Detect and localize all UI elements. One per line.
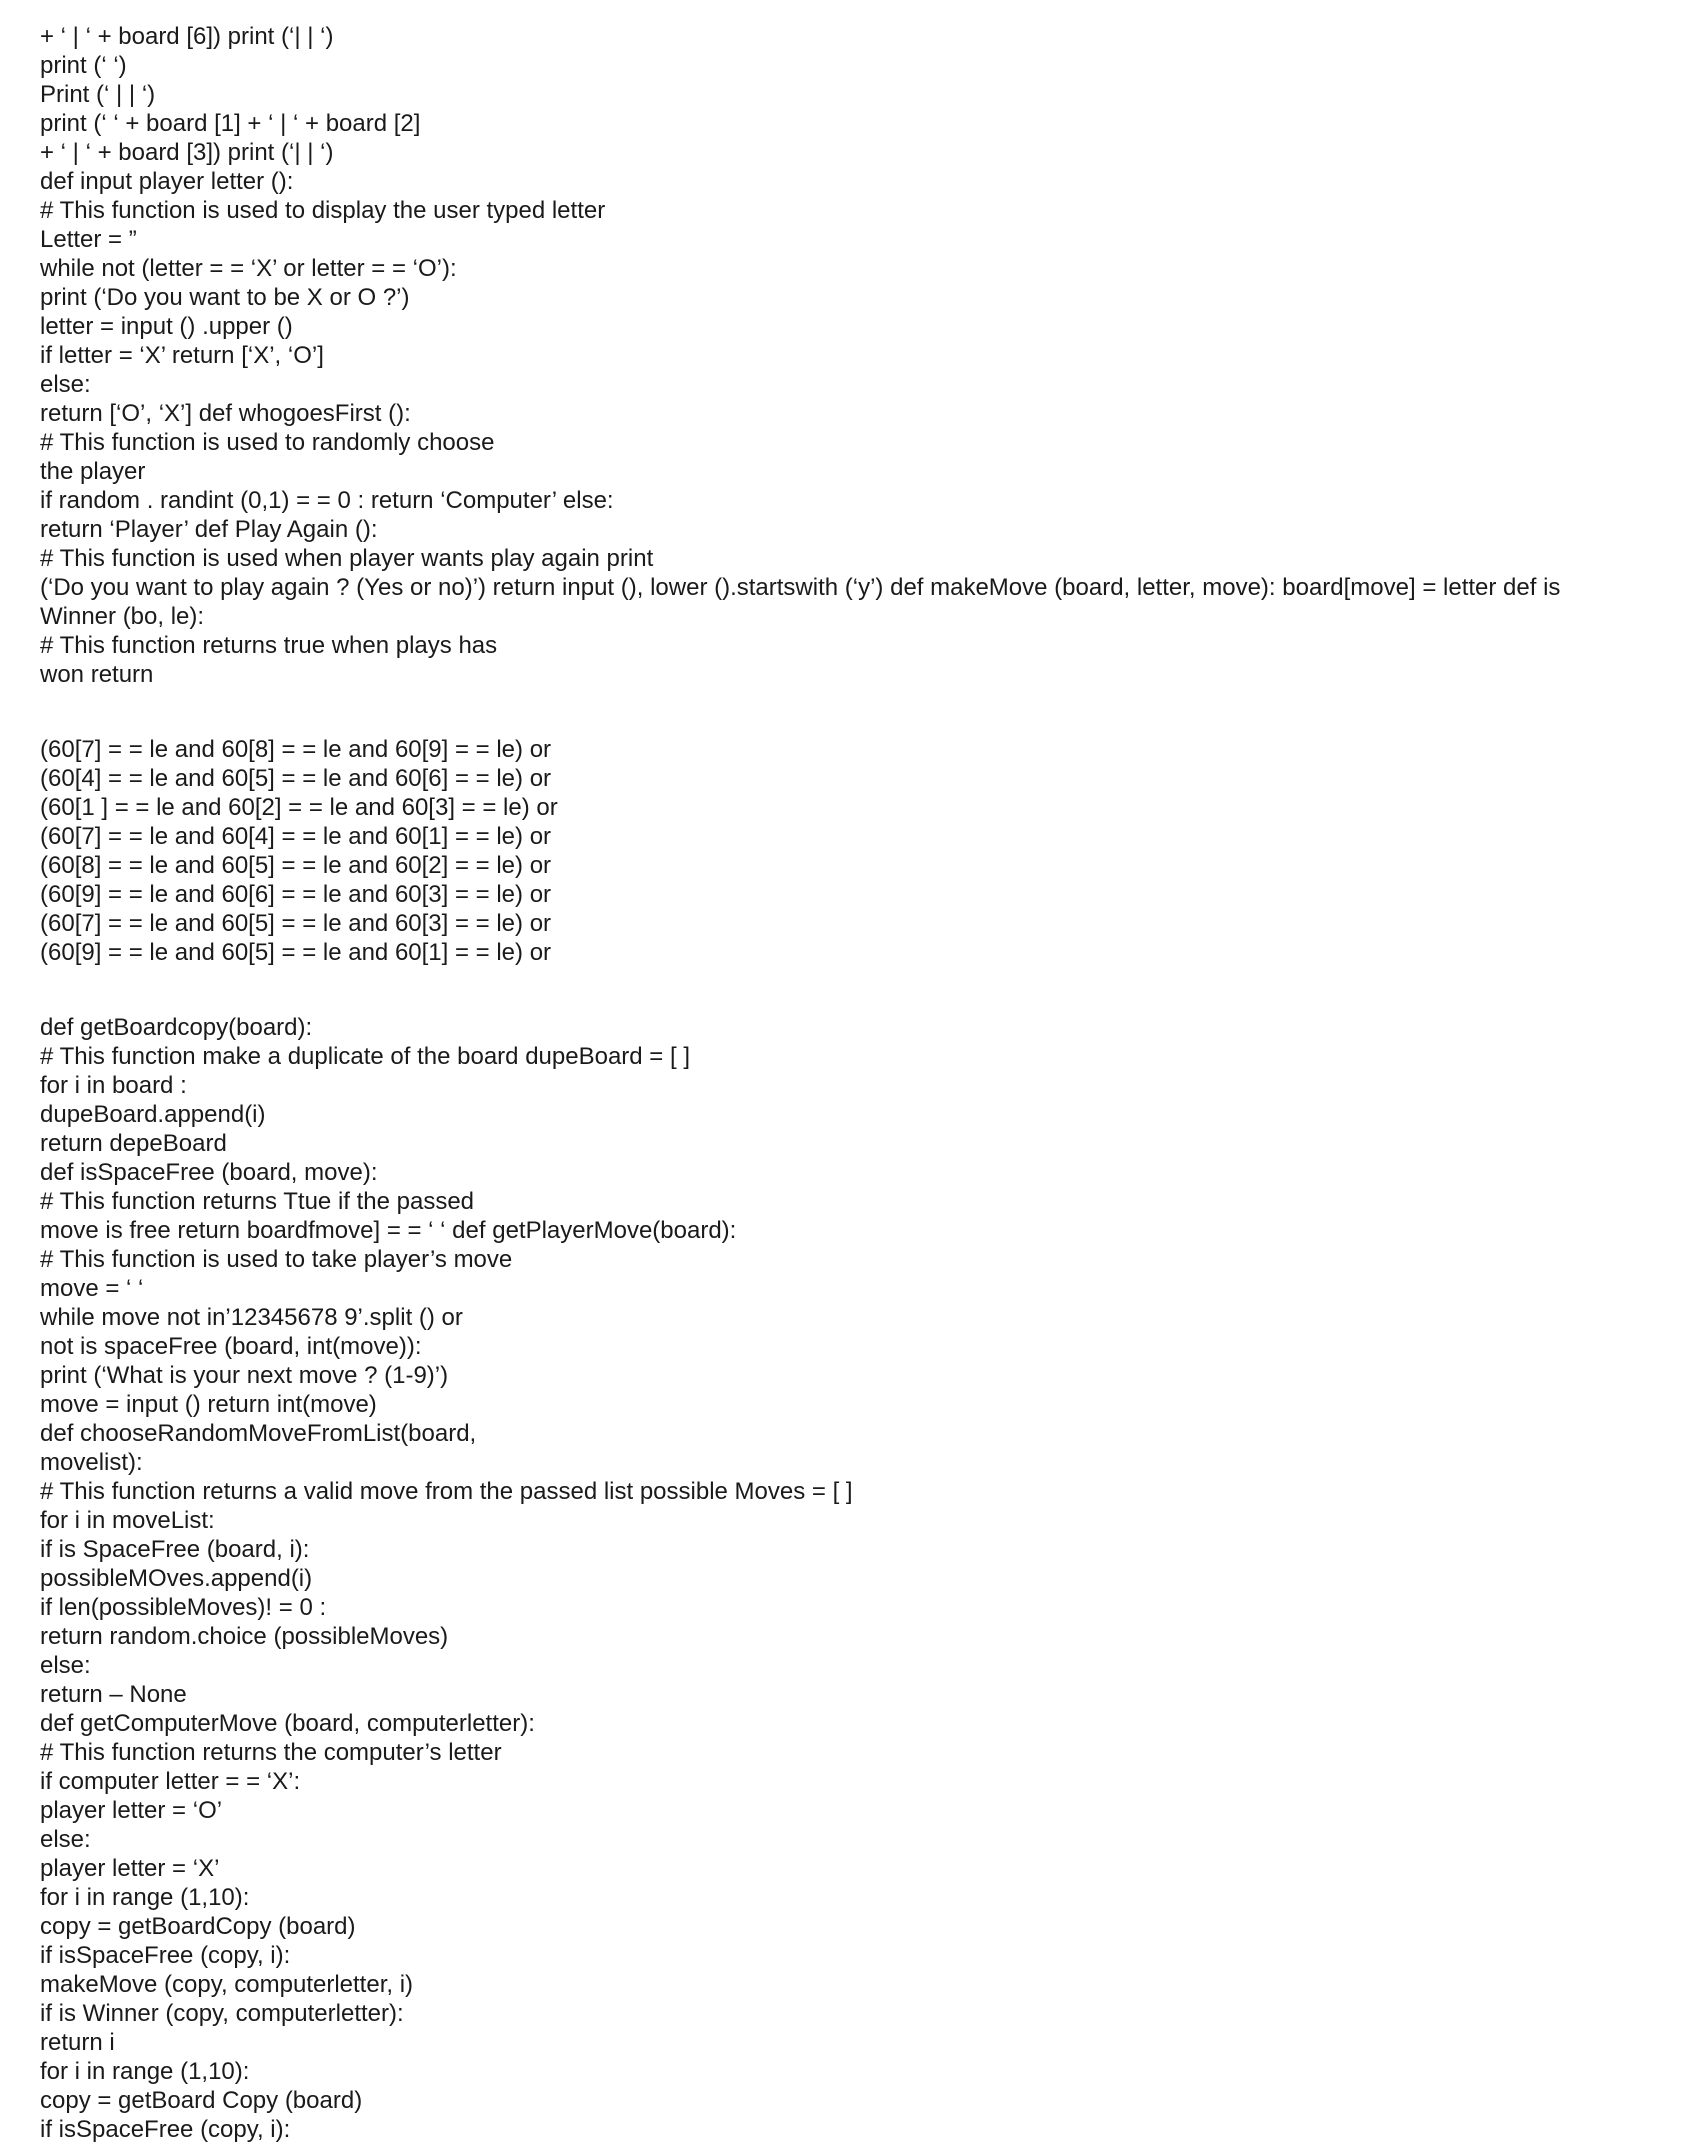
code-line: if isSpaceFree (copy, i): — [40, 1942, 291, 1969]
code-line: (60[9] = = le and 60[6] = = le and 60[3] = = le) or — [40, 881, 552, 908]
code-line: if computer letter = = ‘X’: — [40, 1768, 301, 1795]
code-line: dupeBoard.append(i) — [40, 1101, 266, 1128]
code-line: return depeBoard — [40, 1130, 227, 1157]
code-line: # This function returns the computer’s letter — [40, 1739, 502, 1766]
code-line: return random.choice (possibleMoves) — [40, 1623, 449, 1650]
code-line: while move not in’12345678 9’.split () or — [40, 1304, 463, 1331]
code-line: (60[1 ] = = le and 60[2] = = le and 60[3] = = le) or — [40, 794, 558, 821]
code-line: + ‘ | ‘ + board [3]) print (‘| | ‘) — [40, 139, 334, 166]
code-line: print (‘ ‘ + board [1] + ‘ | ‘ + board [2] — [40, 110, 421, 137]
code-line: # This function returns a valid move from the passed list possible Moves = [ ] — [40, 1478, 853, 1505]
code-line: for i in range (1,10): — [40, 1884, 250, 1911]
code-line: for i in range (1,10): — [40, 2058, 250, 2085]
code-line: makeMove (copy, computerletter, i) — [40, 1971, 414, 1998]
code-line: return ‘Player’ def Play Again (): — [40, 516, 378, 543]
code-line: def isSpaceFree (board, move): — [40, 1159, 378, 1186]
code-line: (‘Do you want to play again ? (Yes or no)’) return input (), lower ().startswith (‘y’) def makeMove (board, letter, move): board[move] = letter def is — [40, 574, 1561, 601]
code-line: else: — [40, 371, 91, 398]
code-line: print (‘What is your next move ? (1-9)’) — [40, 1362, 449, 1389]
code-line: player letter = ‘X’ — [40, 1855, 220, 1882]
code-line: (60[8] = = le and 60[5] = = le and 60[2] = = le) or — [40, 852, 552, 879]
code-block-moves — [40, 1013, 1660, 2144]
code-line: # This function is used to randomly choose — [40, 429, 495, 456]
code-line: possibleMOves.append(i) — [40, 1565, 313, 1592]
blank-gap — [40, 967, 1660, 1013]
code-line: the player — [40, 458, 146, 485]
code-line: else: — [40, 1652, 91, 1679]
code-line: # This function make a duplicate of the board dupeBoard = [ ] — [40, 1043, 690, 1070]
code-block-board-and-input — [40, 22, 1660, 689]
blank-gap — [40, 689, 1660, 735]
code-line: Letter = ” — [40, 226, 137, 253]
code-line: player letter = ‘O’ — [40, 1797, 223, 1824]
code-line: (60[4] = = le and 60[5] = = le and 60[6] = = le) or — [40, 765, 552, 792]
code-line: if isSpaceFree (copy, i): — [40, 2116, 291, 2143]
code-line: for i in board : — [40, 1072, 187, 1099]
code-line: copy = getBoardCopy (board) — [40, 1913, 356, 1940]
code-line: movelist): — [40, 1449, 143, 1476]
code-line: move is free return boardfmove] = = ‘ ‘ def getPlayerMove(board): — [40, 1217, 737, 1244]
code-line: def getComputerMove (board, computerletter): — [40, 1710, 535, 1737]
code-line: Print (‘ | | ‘) — [40, 81, 156, 108]
code-line: (60[7] = = le and 60[5] = = le and 60[3] = = le) or — [40, 910, 552, 937]
code-line: def chooseRandomMoveFromList(board, — [40, 1420, 477, 1447]
code-line: # This function is used when player wants play again print — [40, 545, 654, 572]
document-page — [40, 22, 1660, 2144]
code-line: return i — [40, 2029, 115, 2056]
code-line: Winner (bo, le): — [40, 603, 205, 630]
code-line: if letter = ‘X’ return [‘X’, ‘O’] — [40, 342, 324, 369]
code-line: if random . randint (0,1) = = 0 : return ‘Computer’ else: — [40, 487, 614, 514]
code-line: + ‘ | ‘ + board [6]) print (‘| | ‘) — [40, 23, 334, 50]
code-line: (60[7] = = le and 60[4] = = le and 60[1] = = le) or — [40, 823, 552, 850]
code-line: if len(possibleMoves)! = 0 : — [40, 1594, 327, 1621]
code-block-win-conditions — [40, 735, 1660, 967]
code-line: for i in moveList: — [40, 1507, 215, 1534]
code-line: move = input () return int(move) — [40, 1391, 377, 1418]
code-line: copy = getBoard Copy (board) — [40, 2087, 363, 2114]
code-line: move = ‘ ‘ — [40, 1275, 144, 1302]
code-line: # This function is used to take player’s move — [40, 1246, 513, 1273]
code-line: if is SpaceFree (board, i): — [40, 1536, 310, 1563]
code-line: not is spaceFree (board, int(move)): — [40, 1333, 422, 1360]
code-line: # This function returns Ttue if the passed — [40, 1188, 475, 1215]
code-line: print (‘Do you want to be X or O ?’) — [40, 284, 410, 311]
code-line: (60[7] = = le and 60[8] = = le and 60[9] = = le) or — [40, 736, 552, 763]
code-line: # This function returns true when plays has — [40, 632, 498, 659]
code-line: def input player letter (): — [40, 168, 294, 195]
code-line: won return — [40, 661, 154, 688]
code-line: else: — [40, 1826, 91, 1853]
code-line: print (‘ ‘) — [40, 52, 127, 79]
code-line: def getBoardcopy(board): — [40, 1014, 313, 1041]
code-line: return [‘O’, ‘X’] def whogoesFirst (): — [40, 400, 411, 427]
code-line: letter = input () .upper () — [40, 313, 293, 340]
code-line: (60[9] = = le and 60[5] = = le and 60[1] = = le) or — [40, 939, 552, 966]
code-line: while not (letter = = ‘X’ or letter = = ‘O’): — [40, 255, 457, 282]
code-line: if is Winner (copy, computerletter): — [40, 2000, 404, 2027]
code-line: return – None — [40, 1681, 187, 1708]
code-line: # This function is used to display the user typed letter — [40, 197, 606, 224]
